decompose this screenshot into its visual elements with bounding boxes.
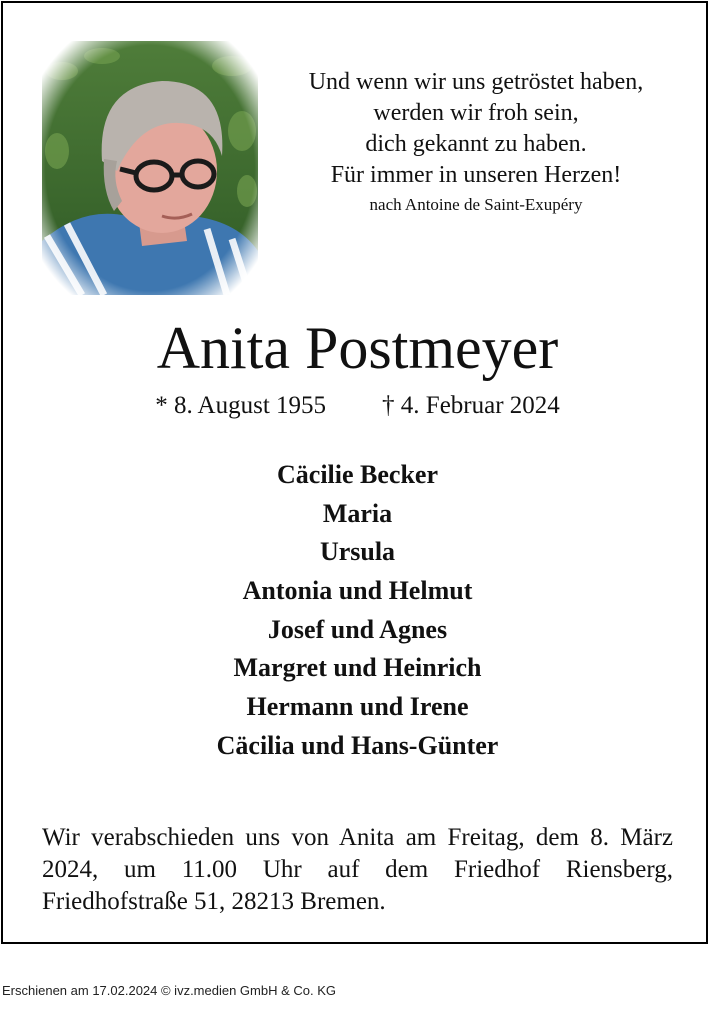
funeral-notice: Wir verabschieden uns von Anita am Freitag, dem 8. März 2024, um 11.00 Uhr auf dem Friedhof Riensberg, Friedhofstraße 51, 28213 Bremen.: [42, 824, 673, 915]
mourner-name: Josef und Agnes: [267, 614, 448, 644]
mourner-name: Margret und Heinrich: [233, 653, 482, 683]
mourner-name: Cäcilia und Hans-Günter: [216, 730, 499, 760]
quote-line: werden wir froh sein,: [373, 100, 579, 126]
mourners-list: [3, 456, 709, 766]
quote-attribution: nach Antoine de Saint-Exupéry: [369, 195, 583, 214]
quote-line: dich gekannt zu haben.: [365, 131, 587, 157]
mourner-name: Cäcilie Becker: [277, 460, 438, 489]
portrait-photo: [42, 41, 258, 295]
memorial-quote: [271, 67, 681, 218]
mourner-name: Hermann und Irene: [246, 692, 469, 722]
birth-date: * 8. August 1955: [155, 392, 327, 419]
quote-line: Und wenn wir uns getröstet haben,: [308, 69, 644, 95]
publication-footer: Erschienen am 17.02.2024 © ivz.medien GmbH & Co. KG: [2, 983, 337, 998]
mourner-name: Maria: [322, 498, 393, 528]
deceased-name: Anita Postmeyer: [156, 315, 559, 381]
life-dates: [3, 389, 709, 423]
obituary-frame: [1, 1, 708, 944]
mourner-name: Ursula: [319, 537, 396, 567]
quote-line: Für immer in unseren Herzen!: [330, 162, 622, 188]
death-date: † 4. Februar 2024: [382, 392, 560, 419]
portrait-image: [42, 41, 258, 295]
mourner-name: Antonia und Helmut: [242, 576, 473, 606]
